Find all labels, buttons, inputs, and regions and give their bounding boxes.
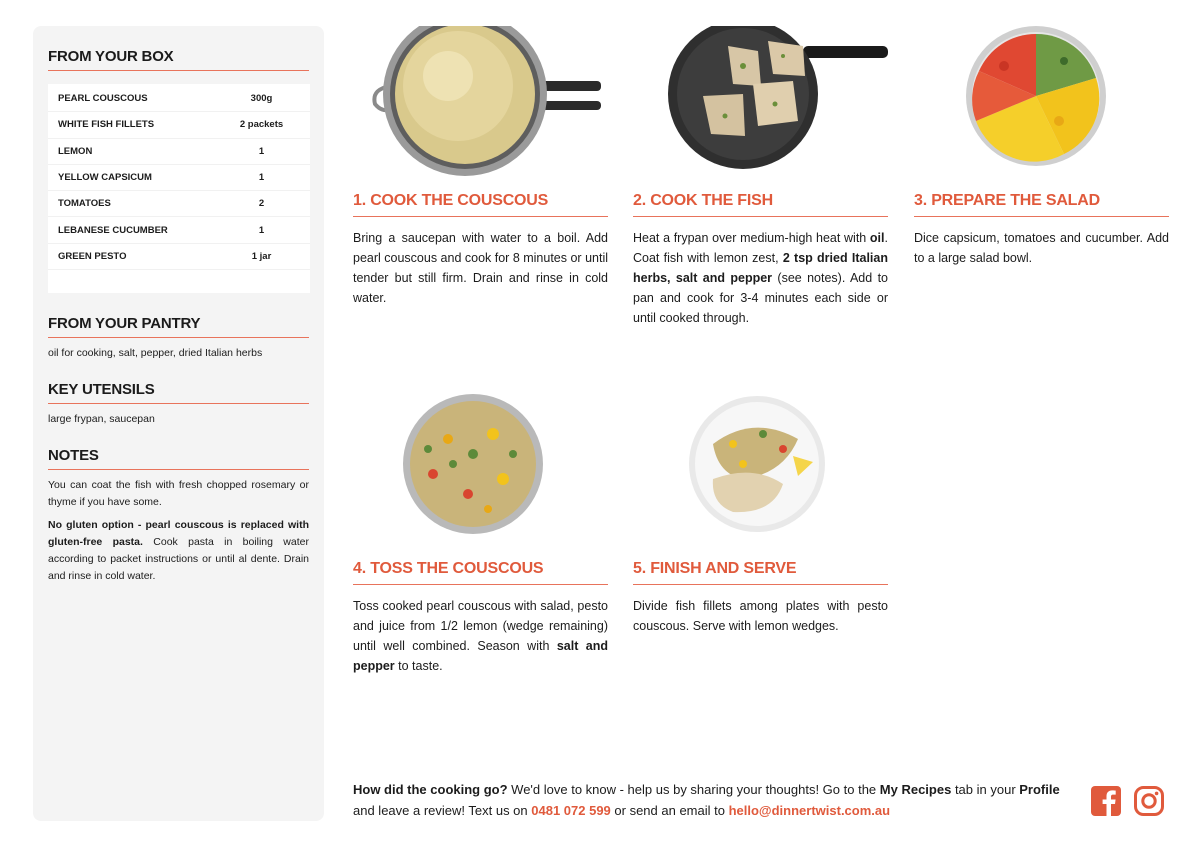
my-recipes-link[interactable]: My Recipes	[879, 782, 952, 797]
ingredient-name: GREEN PESTO	[58, 250, 127, 262]
step-5-body: Divide fish fillets among plates with pesto couscous. Serve with lemon wedges.	[633, 599, 888, 633]
ingredient-qty: 1 jar	[251, 250, 272, 262]
notes-section	[48, 447, 309, 585]
salad-bowl-image	[914, 26, 1169, 176]
note-gluten-bold: No gluten option - pearl couscous is replaced with gluten-free pasta.	[48, 519, 309, 548]
ingredient-qty: 1	[258, 172, 265, 184]
step-2-body-part: (see notes). Add to pan and cook for 3-4 minutes each side or until cooked through.	[633, 271, 888, 325]
ingredient-row	[48, 217, 310, 243]
ingredient-name: PEARL COUSCOUS	[58, 93, 148, 105]
note-text: You can coat the fish with fresh chopped rosemary or thyme if you have some.	[48, 479, 309, 508]
pantry-section	[48, 315, 309, 362]
note-gluten-rest: Cook pasta in boiling water according to packet instructions or until al dente. Drain and rinse in cold water.	[48, 536, 309, 582]
step-2-body-part: . Coat fish with lemon zest,	[633, 231, 888, 265]
step-5	[633, 394, 888, 636]
footer-text: tab in your	[951, 782, 1020, 797]
ingredient-name: LEMON	[58, 145, 93, 157]
sidebar	[33, 26, 324, 821]
footer-text: and leave a review! Text us on	[353, 803, 532, 818]
step-1-body: Bring a saucepan with water to a boil. Add pearl couscous and cook for 8 minutes or until tender but still firm. Drain and rinse in cold water.	[353, 231, 608, 305]
step-4	[353, 394, 608, 676]
notes-heading: NOTES	[48, 447, 309, 470]
ingredient-row	[48, 86, 310, 112]
step-3-body: Dice capsicum, tomatoes and cucumber. Add to a large salad bowl.	[914, 231, 1169, 265]
couscous-strainer-image	[353, 26, 608, 176]
ingredient-name: TOMATOES	[58, 198, 111, 210]
footer-text: We'd love to know - help us by sharing your thoughts! Go to the	[507, 782, 880, 797]
ingredient-qty: 1	[258, 224, 265, 236]
ingredient-row	[48, 112, 310, 138]
note-gluten	[48, 517, 309, 585]
ingredient-row	[48, 165, 310, 191]
served-plate-image	[633, 394, 888, 544]
pantry-text: oil for cooking, salt, pepper, dried Italian herbs	[48, 347, 263, 359]
step-2-body	[633, 228, 888, 328]
ingredient-name: WHITE FISH FILLETS	[58, 119, 155, 131]
profile-link[interactable]: Profile	[1019, 782, 1060, 797]
utensils-section	[48, 381, 309, 428]
step-2-body-part: Heat a frypan over medium-high heat with	[633, 231, 870, 245]
step-5-title: 5. FINISH AND SERVE	[633, 560, 888, 585]
ingredients-table	[48, 84, 310, 293]
tossed-couscous-image	[353, 394, 608, 544]
fish-frypan-image	[633, 26, 888, 176]
step-4-body-part: Toss cooked pearl couscous with salad, pesto and juice from 1/2 lemon (wedge remaining) until well combined. Season with	[353, 599, 608, 653]
ingredient-name: LEBANESE CUCUMBER	[58, 224, 168, 236]
step-4-body-part: to taste.	[394, 659, 443, 673]
utensils-text: large frypan, saucepan	[48, 413, 155, 425]
key-utensils-heading: KEY UTENSILS	[48, 381, 309, 404]
facebook-icon[interactable]	[1090, 785, 1122, 817]
ingredient-row	[48, 191, 310, 217]
step-3	[914, 26, 1169, 268]
ingredient-qty: 300g	[250, 93, 273, 105]
from-your-box-heading: FROM YOUR BOX	[48, 48, 309, 71]
step-2-body-bold: oil	[869, 231, 885, 245]
step-4-body	[353, 596, 608, 676]
ingredient-qty: 1	[258, 145, 265, 157]
step-2-title: 2. COOK THE FISH	[633, 192, 888, 217]
footer-text: or send an email to	[610, 803, 729, 818]
phone-link[interactable]: 0481 072 599	[531, 803, 611, 818]
step-4-title: 4. TOSS THE COUSCOUS	[353, 560, 608, 585]
from-your-pantry-heading: FROM YOUR PANTRY	[48, 315, 309, 338]
ingredient-qty: 2	[258, 198, 265, 210]
email-link[interactable]: hello@dinnertwist.com.au	[728, 803, 891, 818]
step-2-body-bold: 2 tsp dried Italian herbs, salt and pepper	[633, 251, 888, 285]
instagram-icon[interactable]	[1133, 785, 1165, 817]
ingredient-row	[48, 244, 310, 270]
ingredient-qty: 2 packets	[239, 119, 284, 131]
feedback-footer	[353, 779, 1073, 821]
step-3-title: 3. PREPARE THE SALAD	[914, 192, 1169, 217]
ingredient-row	[48, 139, 310, 165]
ingredient-name: YELLOW CAPSICUM	[58, 172, 152, 184]
step-1	[353, 26, 608, 308]
step-2	[633, 26, 888, 328]
step-1-title: 1. COOK THE COUSCOUS	[353, 192, 608, 217]
step-4-body-bold: salt and pepper	[353, 639, 608, 673]
footer-question: How did the cooking go?	[353, 782, 508, 797]
